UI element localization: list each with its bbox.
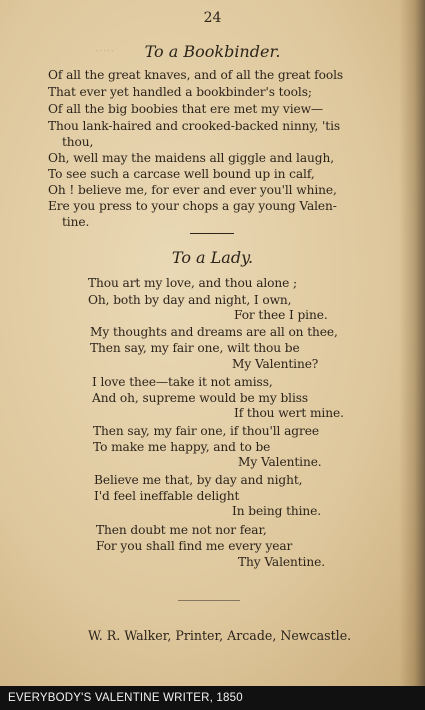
section-divider — [190, 233, 234, 234]
show-through-text: ····· — [95, 44, 115, 58]
poem2-line: Then say, my fair one, wilt thou be — [90, 341, 300, 355]
poem1-title: To a Bookbinder. — [144, 42, 281, 61]
poem2-line: In being thine. — [232, 504, 322, 518]
page-number: 24 — [203, 10, 222, 26]
poem2-line: Thou art my love, and thou alone ; — [88, 276, 298, 290]
poem1-line: Oh ! believe me, for ever and ever you'll whine, — [48, 183, 337, 197]
poem1-line: Thou lank-haired and crooked-backed ninny, 'tis — [48, 119, 341, 133]
poem1-line: To see such a carcase well bound up in calf, — [48, 167, 315, 181]
poem2-line: For thee I pine. — [234, 308, 328, 322]
poem2-line: I love thee—take it not amiss, — [92, 375, 273, 389]
image-caption: EVERYBODY'S VALENTINE WRITER, 1850 — [8, 692, 243, 704]
poem1-line: Ere you press to your chops a gay young Valen- — [48, 199, 337, 213]
poem2-line: I'd feel ineffable delight — [94, 489, 240, 503]
poem2-line: For you shall find me every year — [96, 539, 293, 553]
poem1-line: thou, — [62, 135, 94, 149]
poem1-line: Oh, well may the maidens all giggle and laugh, — [48, 151, 334, 165]
poem2-line: If thou wert mine. — [234, 406, 344, 420]
poem2-title: To a Lady. — [171, 248, 254, 267]
poem2-line: Then doubt me not nor fear, — [96, 523, 267, 537]
footer-rule — [178, 600, 240, 601]
printer-imprint: W. R. Walker, Printer, Arcade, Newcastle. — [88, 628, 352, 643]
poem2-line: Oh, both by day and night, I own, — [88, 293, 292, 307]
poem1-line: Of all the big boobies that ere met my view— — [48, 102, 324, 116]
poem2-line: Thy Valentine. — [238, 555, 325, 569]
poem2-line: My thoughts and dreams are all on thee, — [90, 325, 338, 339]
poem2-line: And oh, supreme would be my bliss — [92, 391, 309, 405]
poem2-line: My Valentine? — [232, 357, 319, 371]
poem2-line: My Valentine. — [238, 455, 322, 469]
poem2-line: Then say, my fair one, if thou'll agree — [93, 424, 319, 438]
poem1-line: Of all the great knaves, and of all the great fools — [48, 68, 344, 82]
poem2-line: Believe me that, by day and night, — [94, 473, 303, 487]
poem1-line: That ever yet handled a bookbinder's tools; — [48, 85, 312, 99]
poem1-line: tine. — [62, 215, 90, 229]
caption-bar — [0, 686, 425, 710]
poem2-line: To make me happy, and to be — [93, 440, 271, 454]
